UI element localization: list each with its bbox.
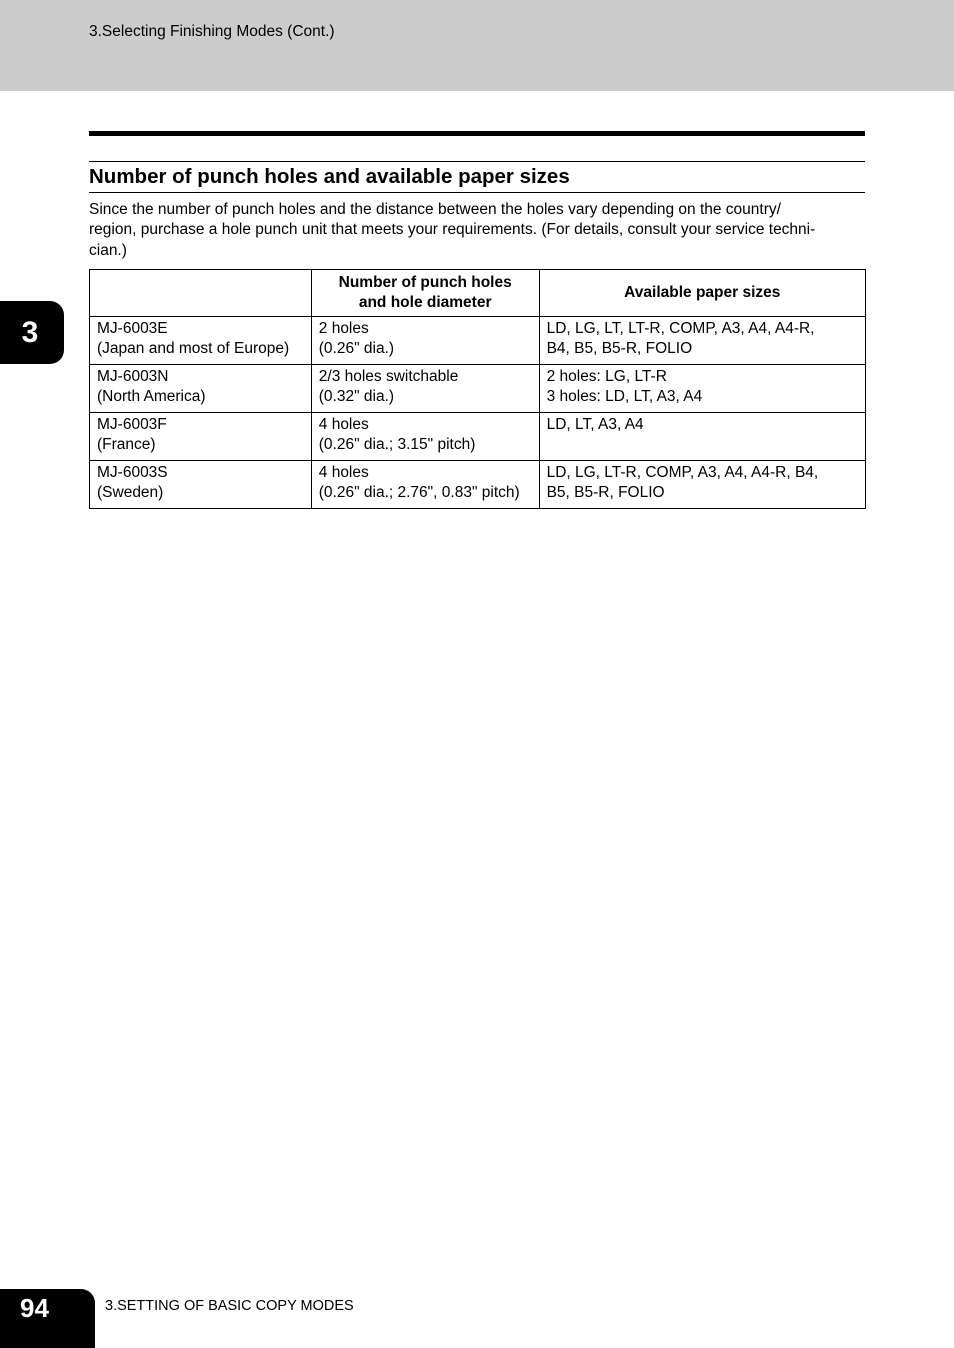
section-title: Number of punch holes and available paper sizes	[89, 161, 865, 193]
header-band	[0, 0, 954, 91]
holes-cell: 2/3 holes switchable (0.32" dia.)	[311, 365, 539, 413]
table-row	[90, 461, 866, 509]
intro-line: Since the number of punch holes and the distance between the holes vary depending on the country/	[89, 201, 781, 218]
paper-sizes-cell: LD, LT, A3, A4	[539, 413, 865, 461]
intro-line: region, purchase a hole punch unit that meets your requirements. (For details, consult your service techni-	[89, 221, 816, 239]
column-header-holes: Number of punch holes and hole diameter	[311, 270, 539, 317]
model-cell: MJ-6003F (France)	[90, 413, 312, 461]
paper-sizes-cell: 2 holes: LG, LT-R 3 holes: LD, LT, A3, A4	[539, 365, 865, 413]
table-row	[90, 317, 866, 365]
model-cell: MJ-6003S (Sweden)	[90, 461, 312, 509]
punch-hole-table	[89, 269, 866, 509]
paper-sizes-cell: LD, LG, LT, LT-R, COMP, A3, A4, A4-R, B4, B5, B5-R, FOLIO	[539, 317, 865, 365]
table-header-row	[90, 270, 866, 317]
paper-sizes-cell: LD, LG, LT-R, COMP, A3, A4, A4-R, B4, B5, B5-R, FOLIO	[539, 461, 865, 509]
section-divider	[89, 131, 865, 136]
column-header-model	[90, 270, 312, 317]
column-header-paper-sizes: Available paper sizes	[539, 270, 865, 317]
footer-chapter-label: 3.SETTING OF BASIC COPY MODES	[105, 1298, 354, 1314]
running-header: 3.Selecting Finishing Modes (Cont.)	[89, 23, 335, 40]
holes-cell: 4 holes (0.26" dia.; 2.76", 0.83" pitch)	[311, 461, 539, 509]
page-number: 94	[0, 1289, 95, 1348]
intro-paragraph	[89, 200, 867, 261]
model-cell: MJ-6003N (North America)	[90, 365, 312, 413]
table-row	[90, 365, 866, 413]
holes-cell: 4 holes (0.26" dia.; 3.15" pitch)	[311, 413, 539, 461]
model-cell: MJ-6003E (Japan and most of Europe)	[90, 317, 312, 365]
chapter-tab: 3	[0, 301, 64, 364]
holes-cell: 2 holes (0.26" dia.)	[311, 317, 539, 365]
intro-line: cian.)	[89, 241, 127, 259]
table-row	[90, 413, 866, 461]
